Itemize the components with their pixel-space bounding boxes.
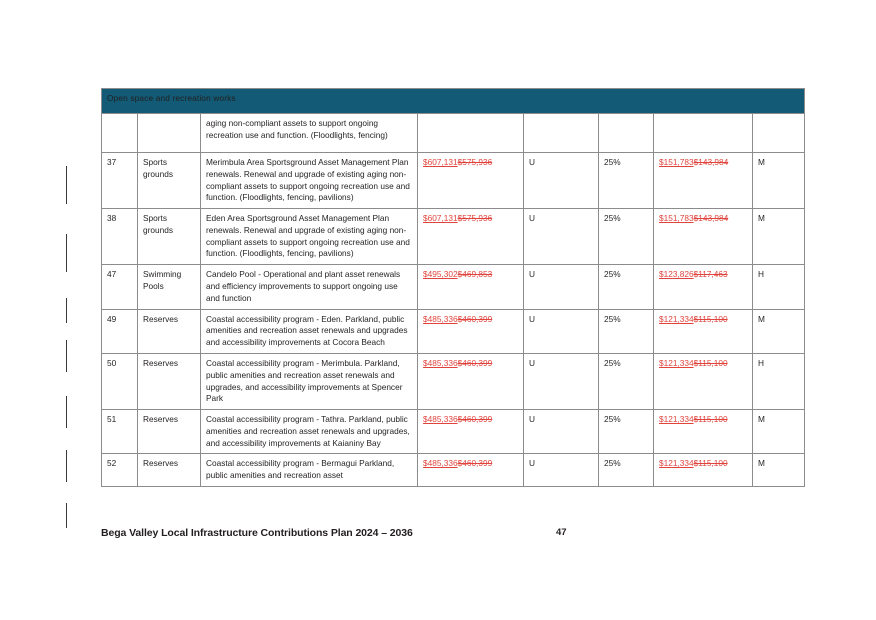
table-row <box>102 454 805 487</box>
cell-contribution-revision <box>659 458 728 468</box>
cell-contribution-revision <box>659 213 728 223</box>
cell-percent: 25% <box>599 454 654 487</box>
cell-contribution-old-value: $115,100 <box>693 458 728 469</box>
cell-priority: M <box>753 209 805 265</box>
change-bar-3 <box>66 340 67 372</box>
cell-category <box>138 114 201 153</box>
cell-priority: M <box>753 153 805 209</box>
table-row <box>102 410 805 454</box>
cell-cost-old-value: $575,936 <box>457 157 493 167</box>
cell-contribution <box>654 454 753 487</box>
cell-id: 38 <box>102 209 138 265</box>
cell-contribution <box>654 265 753 309</box>
table-row <box>102 153 805 209</box>
cell-contribution-revision <box>659 414 728 424</box>
cell-contribution-revision <box>659 358 728 368</box>
cell-description: Coastal accessibility program - Merimbula. Parkland, public amenities and recreation asset renewals and upgrades, and accessibility improvements at Spencer Park <box>201 353 418 409</box>
cell-cost-new-value: $485,336 <box>423 357 458 368</box>
cell-percent: 25% <box>599 309 654 353</box>
table-row <box>102 114 805 153</box>
cell-cost <box>418 114 524 153</box>
cell-priority: H <box>753 353 805 409</box>
cell-percent: 25% <box>599 410 654 454</box>
table-row <box>102 209 805 265</box>
cell-priority: M <box>753 410 805 454</box>
cell-cost-new-value: $607,131 <box>423 157 458 167</box>
cell-basis: U <box>524 410 599 454</box>
cell-category: Sports grounds <box>138 209 201 265</box>
cell-description: Coastal accessibility program - Tathra. Parkland, public amenities and recreation asset renewals and upgrades, and accessibility improvements at Kaianiny Bay <box>201 410 418 454</box>
cell-id: 51 <box>102 410 138 454</box>
cell-cost-old-value: $469,853 <box>457 269 493 280</box>
cell-id: 47 <box>102 265 138 309</box>
cell-priority <box>753 114 805 153</box>
change-bar-2 <box>66 298 67 323</box>
banner-title: Open space and recreation works <box>102 89 805 114</box>
cell-contribution <box>654 114 753 153</box>
cell-contribution-old-value: $117,463 <box>693 269 728 280</box>
cell-percent: 25% <box>599 265 654 309</box>
footer-page-number: 47 <box>556 527 567 538</box>
table-row <box>102 265 805 309</box>
cell-description: Candelo Pool - Operational and plant asset renewals and efficiency improvements to support ongoing use and function <box>201 265 418 309</box>
cell-description: aging non-compliant assets to support ongoing recreation use and function. (Floodlights, fencing) <box>201 114 418 153</box>
cell-contribution-old-value: $115,100 <box>693 414 728 425</box>
cell-cost-new-value: $485,336 <box>423 313 458 324</box>
cell-cost <box>418 454 524 487</box>
cell-basis: U <box>524 309 599 353</box>
cell-contribution-revision <box>659 314 728 324</box>
cell-priority: M <box>753 454 805 487</box>
cell-basis: U <box>524 209 599 265</box>
change-bar-5 <box>66 450 67 482</box>
cell-percent: 25% <box>599 209 654 265</box>
cell-cost-old-value: $460,399 <box>457 313 493 324</box>
cell-id: 52 <box>102 454 138 487</box>
cell-contribution-old-value: $143,984 <box>693 157 729 167</box>
cell-description: Coastal accessibility program - Bermagui Parkland, public amenities and recreation asset <box>201 454 418 487</box>
cell-description: Eden Area Sportsground Asset Management Plan renewals. Renewal and upgrade of existing aging non-compliant assets to support ongoing recreation use and function. (Floodlights, fencing, pavilions) <box>201 209 418 265</box>
cell-cost-old-value: $460,399 <box>457 414 493 425</box>
cell-contribution-old-value: $115,100 <box>693 357 728 368</box>
cell-contribution <box>654 309 753 353</box>
cell-cost-revision <box>423 157 492 167</box>
cell-contribution <box>654 209 753 265</box>
cell-contribution-revision <box>659 269 728 279</box>
cell-category: Sports grounds <box>138 153 201 209</box>
cell-percent: 25% <box>599 153 654 209</box>
cell-cost <box>418 309 524 353</box>
cell-contribution <box>654 353 753 409</box>
cell-cost-new-value: $495,302 <box>423 269 458 280</box>
table-banner-header <box>102 89 805 114</box>
cell-contribution <box>654 153 753 209</box>
cell-contribution-new-value: $121,334 <box>659 458 694 469</box>
cell-percent <box>599 114 654 153</box>
cell-cost-revision <box>423 314 492 324</box>
footer-document-title: Bega Valley Local Infrastructure Contributions Plan 2024 – 2036 <box>101 527 413 539</box>
cell-id: 49 <box>102 309 138 353</box>
cell-contribution-revision <box>659 157 728 167</box>
cell-category: Reserves <box>138 353 201 409</box>
cell-cost-revision <box>423 414 492 424</box>
cell-cost-new-value: $607,131 <box>423 213 458 224</box>
cell-contribution-old-value: $115,100 <box>693 313 728 324</box>
cell-contribution-new-value: $121,334 <box>659 414 694 425</box>
cell-cost-revision <box>423 358 492 368</box>
cell-contribution <box>654 410 753 454</box>
cell-cost <box>418 209 524 265</box>
cell-cost-new-value: $485,336 <box>423 414 458 425</box>
cell-cost <box>418 353 524 409</box>
cell-id: 37 <box>102 153 138 209</box>
cell-id <box>102 114 138 153</box>
cell-basis: U <box>524 353 599 409</box>
table-row <box>102 309 805 353</box>
cell-id: 50 <box>102 353 138 409</box>
cell-basis: U <box>524 153 599 209</box>
cell-cost <box>418 153 524 209</box>
page-footer <box>101 527 804 545</box>
cell-basis: U <box>524 454 599 487</box>
table-row <box>102 353 805 409</box>
revision-change-bars <box>66 158 70 528</box>
cell-cost <box>418 410 524 454</box>
cell-contribution-new-value: $151,783 <box>659 157 694 167</box>
cell-cost-new-value: $485,336 <box>423 458 458 469</box>
cell-contribution-new-value: $151,783 <box>659 213 694 224</box>
change-bar-6 <box>66 503 67 528</box>
banner-row <box>102 89 805 114</box>
cell-priority: H <box>753 265 805 309</box>
cell-contribution-new-value: $121,334 <box>659 357 694 368</box>
works-schedule-table <box>101 88 805 487</box>
change-bar-0 <box>66 166 67 204</box>
cell-basis <box>524 114 599 153</box>
cell-description: Merimbula Area Sportsground Asset Management Plan renewals. Renewal and upgrade of existing aging non-compliant assets to support ongoing recreation use and function. (Floodlights, fencing, pavilions) <box>201 153 418 209</box>
cell-basis: U <box>524 265 599 309</box>
cell-category: Reserves <box>138 410 201 454</box>
cell-priority: M <box>753 309 805 353</box>
table-body <box>102 114 805 487</box>
cell-cost-revision <box>423 458 492 468</box>
cell-percent: 25% <box>599 353 654 409</box>
cell-contribution-old-value: $143,984 <box>693 213 729 224</box>
cell-cost <box>418 265 524 309</box>
cell-cost-old-value: $460,399 <box>457 458 493 469</box>
cell-contribution-new-value: $123,826 <box>659 269 694 280</box>
cell-category: Reserves <box>138 454 201 487</box>
cell-category: Reserves <box>138 309 201 353</box>
cell-cost-old-value: $460,399 <box>457 357 493 368</box>
cell-cost-old-value: $575,936 <box>457 213 493 224</box>
cell-contribution-new-value: $121,334 <box>659 313 694 324</box>
cell-description: Coastal accessibility program - Eden. Parkland, public amenities and recreation asset renewals and upgrades and accessibility improvements at Cocora Beach <box>201 309 418 353</box>
cell-category: Swimming Pools <box>138 265 201 309</box>
change-bar-1 <box>66 234 67 272</box>
cell-cost-revision <box>423 213 492 223</box>
change-bar-4 <box>66 396 67 428</box>
cell-cost-revision <box>423 269 492 279</box>
